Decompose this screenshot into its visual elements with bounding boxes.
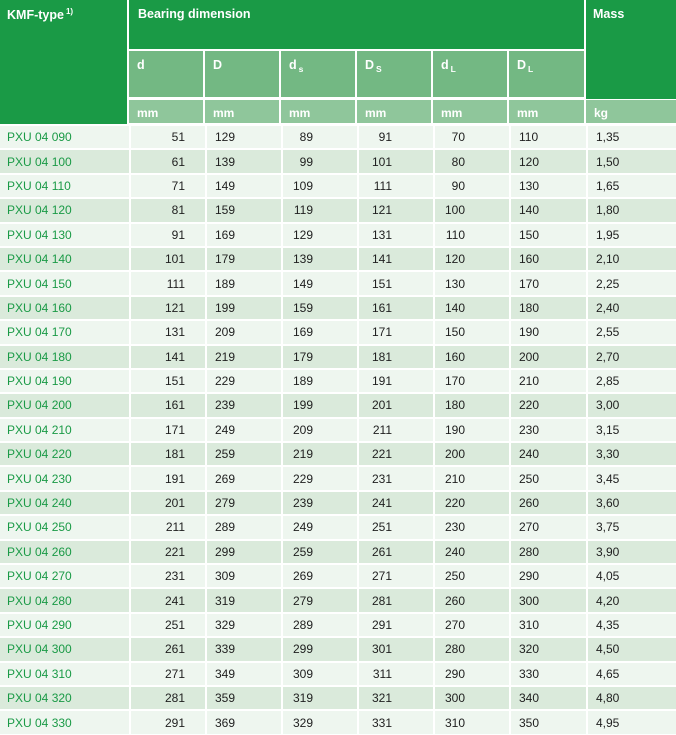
cell-D: 259 <box>205 441 281 465</box>
col-header-DS <box>357 51 431 97</box>
col-header-dL-base: d <box>441 58 449 72</box>
cell-DS: 281 <box>357 587 433 611</box>
header-kmf-type-footnote: 1) <box>65 7 74 16</box>
cell-type: PXU 04 170 <box>0 319 129 343</box>
cell-dL: 250 <box>433 563 509 587</box>
cell-type: PXU 04 120 <box>0 197 129 221</box>
cell-mass: 3,60 <box>586 490 676 514</box>
cell-ds: 159 <box>281 295 357 319</box>
cell-mass: 2,70 <box>586 344 676 368</box>
cell-DL: 220 <box>509 392 586 416</box>
cell-d: 61 <box>129 148 205 172</box>
col-header-DL <box>509 51 584 97</box>
cell-DS: 101 <box>357 148 433 172</box>
cell-ds: 219 <box>281 441 357 465</box>
cell-d: 91 <box>129 222 205 246</box>
cell-D: 159 <box>205 197 281 221</box>
cell-mass: 1,50 <box>586 148 676 172</box>
cell-DL: 160 <box>509 246 586 270</box>
table-row <box>0 222 676 246</box>
cell-DL: 230 <box>509 417 586 441</box>
cell-d: 111 <box>129 270 205 294</box>
cell-DL: 240 <box>509 441 586 465</box>
unit-d: mm <box>129 100 203 123</box>
cell-DL: 340 <box>509 685 586 709</box>
cell-DS: 161 <box>357 295 433 319</box>
cell-type: PXU 04 210 <box>0 417 129 441</box>
cell-mass: 3,15 <box>586 417 676 441</box>
table-row <box>0 465 676 489</box>
cell-D: 359 <box>205 685 281 709</box>
cell-ds: 319 <box>281 685 357 709</box>
cell-D: 349 <box>205 661 281 685</box>
cell-d: 101 <box>129 246 205 270</box>
cell-type: PXU 04 250 <box>0 514 129 538</box>
table-row <box>0 319 676 343</box>
cell-DS: 271 <box>357 563 433 587</box>
cell-d: 221 <box>129 539 205 563</box>
header-mass: Mass <box>586 0 676 99</box>
cell-DL: 130 <box>509 173 586 197</box>
col-header-DS-base: D <box>365 58 375 72</box>
cell-mass: 3,45 <box>586 465 676 489</box>
cell-type: PXU 04 150 <box>0 270 129 294</box>
cell-ds: 209 <box>281 417 357 441</box>
cell-d: 171 <box>129 417 205 441</box>
cell-d: 291 <box>129 709 205 733</box>
cell-dL: 140 <box>433 295 509 319</box>
table-row <box>0 295 676 319</box>
table-row <box>0 563 676 587</box>
cell-mass: 1,95 <box>586 222 676 246</box>
cell-mass: 3,00 <box>586 392 676 416</box>
cell-DS: 291 <box>357 612 433 636</box>
cell-D: 139 <box>205 148 281 172</box>
cell-dL: 90 <box>433 173 509 197</box>
cell-type: PXU 04 230 <box>0 465 129 489</box>
cell-D: 219 <box>205 344 281 368</box>
cell-D: 169 <box>205 222 281 246</box>
cell-type: PXU 04 160 <box>0 295 129 319</box>
cell-DL: 150 <box>509 222 586 246</box>
cell-mass: 4,65 <box>586 661 676 685</box>
cell-type: PXU 04 260 <box>0 539 129 563</box>
cell-type: PXU 04 140 <box>0 246 129 270</box>
cell-dL: 170 <box>433 368 509 392</box>
cell-D: 179 <box>205 246 281 270</box>
cell-type: PXU 04 290 <box>0 612 129 636</box>
table-row <box>0 539 676 563</box>
table-row <box>0 417 676 441</box>
cell-ds: 149 <box>281 270 357 294</box>
cell-DL: 200 <box>509 344 586 368</box>
unit-dL: mm <box>433 100 507 123</box>
col-header-DS-sub: S <box>376 64 382 74</box>
unit-D: mm <box>205 100 279 123</box>
cell-DL: 350 <box>509 709 586 733</box>
col-header-d <box>129 51 203 97</box>
cell-DS: 141 <box>357 246 433 270</box>
cell-ds: 259 <box>281 539 357 563</box>
cell-ds: 139 <box>281 246 357 270</box>
table-row <box>0 514 676 538</box>
cell-DS: 331 <box>357 709 433 733</box>
header-kmf-type <box>0 0 127 124</box>
cell-ds: 109 <box>281 173 357 197</box>
cell-D: 189 <box>205 270 281 294</box>
col-header-ds-sub: s <box>298 64 304 74</box>
cell-DL: 170 <box>509 270 586 294</box>
cell-dL: 230 <box>433 514 509 538</box>
unit-mass: kg <box>586 100 676 123</box>
cell-mass: 2,10 <box>586 246 676 270</box>
unit-DL: mm <box>509 100 584 123</box>
cell-D: 199 <box>205 295 281 319</box>
cell-d: 191 <box>129 465 205 489</box>
cell-DS: 231 <box>357 465 433 489</box>
cell-type: PXU 04 190 <box>0 368 129 392</box>
header-bearing-dimension: Bearing dimension <box>129 0 584 49</box>
cell-d: 81 <box>129 197 205 221</box>
cell-dL: 270 <box>433 612 509 636</box>
cell-ds: 129 <box>281 222 357 246</box>
cell-DL: 210 <box>509 368 586 392</box>
cell-d: 181 <box>129 441 205 465</box>
cell-mass: 4,35 <box>586 612 676 636</box>
cell-mass: 4,95 <box>586 709 676 733</box>
cell-ds: 289 <box>281 612 357 636</box>
cell-type: PXU 04 220 <box>0 441 129 465</box>
table-row <box>0 587 676 611</box>
cell-DL: 250 <box>509 465 586 489</box>
cell-D: 329 <box>205 612 281 636</box>
cell-D: 289 <box>205 514 281 538</box>
cell-type: PXU 04 320 <box>0 685 129 709</box>
cell-mass: 4,80 <box>586 685 676 709</box>
cell-DL: 190 <box>509 319 586 343</box>
cell-DS: 171 <box>357 319 433 343</box>
unit-DS: mm <box>357 100 431 123</box>
col-header-DL-base: D <box>517 58 527 72</box>
cell-dL: 120 <box>433 246 509 270</box>
cell-ds: 119 <box>281 197 357 221</box>
header-kmf-type-label: KMF-type <box>7 8 64 22</box>
cell-D: 339 <box>205 636 281 660</box>
table-row <box>0 246 676 270</box>
cell-DS: 131 <box>357 222 433 246</box>
cell-D: 229 <box>205 368 281 392</box>
cell-dL: 280 <box>433 636 509 660</box>
cell-ds: 99 <box>281 148 357 172</box>
table-row <box>0 368 676 392</box>
cell-ds: 169 <box>281 319 357 343</box>
table-row <box>0 148 676 172</box>
cell-ds: 189 <box>281 368 357 392</box>
cell-dL: 200 <box>433 441 509 465</box>
cell-dL: 290 <box>433 661 509 685</box>
cell-DS: 301 <box>357 636 433 660</box>
cell-DL: 270 <box>509 514 586 538</box>
table-row <box>0 270 676 294</box>
cell-DL: 110 <box>509 124 586 148</box>
table-row <box>0 124 676 148</box>
cell-DL: 260 <box>509 490 586 514</box>
cell-mass: 4,20 <box>586 587 676 611</box>
cell-D: 209 <box>205 319 281 343</box>
cell-dL: 80 <box>433 148 509 172</box>
cell-type: PXU 04 330 <box>0 709 129 733</box>
table-row <box>0 197 676 221</box>
cell-DS: 151 <box>357 270 433 294</box>
cell-dL: 180 <box>433 392 509 416</box>
cell-type: PXU 04 240 <box>0 490 129 514</box>
table-row <box>0 392 676 416</box>
cell-d: 151 <box>129 368 205 392</box>
table-row <box>0 709 676 733</box>
cell-ds: 229 <box>281 465 357 489</box>
unit-ds: mm <box>281 100 355 123</box>
table-row <box>0 173 676 197</box>
cell-DS: 201 <box>357 392 433 416</box>
cell-D: 249 <box>205 417 281 441</box>
cell-DL: 280 <box>509 539 586 563</box>
cell-d: 211 <box>129 514 205 538</box>
cell-DS: 221 <box>357 441 433 465</box>
cell-type: PXU 04 300 <box>0 636 129 660</box>
cell-dL: 210 <box>433 465 509 489</box>
cell-type: PXU 04 310 <box>0 661 129 685</box>
cell-mass: 2,25 <box>586 270 676 294</box>
table-row <box>0 441 676 465</box>
cell-D: 319 <box>205 587 281 611</box>
cell-ds: 179 <box>281 344 357 368</box>
cell-ds: 89 <box>281 124 357 148</box>
cell-DS: 321 <box>357 685 433 709</box>
cell-type: PXU 04 200 <box>0 392 129 416</box>
cell-mass: 3,30 <box>586 441 676 465</box>
cell-DS: 211 <box>357 417 433 441</box>
col-header-ds-base: d <box>289 58 297 72</box>
cell-DS: 91 <box>357 124 433 148</box>
cell-DL: 330 <box>509 661 586 685</box>
cell-dL: 110 <box>433 222 509 246</box>
cell-mass: 2,55 <box>586 319 676 343</box>
cell-mass: 1,35 <box>586 124 676 148</box>
cell-dL: 300 <box>433 685 509 709</box>
cell-d: 201 <box>129 490 205 514</box>
cell-DL: 120 <box>509 148 586 172</box>
cell-ds: 249 <box>281 514 357 538</box>
cell-DS: 111 <box>357 173 433 197</box>
cell-d: 231 <box>129 563 205 587</box>
cell-d: 131 <box>129 319 205 343</box>
cell-ds: 309 <box>281 661 357 685</box>
cell-dL: 240 <box>433 539 509 563</box>
cell-mass: 2,85 <box>586 368 676 392</box>
cell-d: 251 <box>129 612 205 636</box>
col-header-DL-sub: L <box>528 64 534 74</box>
cell-ds: 239 <box>281 490 357 514</box>
table-row <box>0 636 676 660</box>
cell-DS: 251 <box>357 514 433 538</box>
table-row <box>0 685 676 709</box>
cell-DS: 121 <box>357 197 433 221</box>
cell-mass: 3,90 <box>586 539 676 563</box>
cell-mass: 1,80 <box>586 197 676 221</box>
table-row <box>0 344 676 368</box>
cell-DS: 311 <box>357 661 433 685</box>
col-header-ds <box>281 51 355 97</box>
cell-d: 71 <box>129 173 205 197</box>
cell-d: 281 <box>129 685 205 709</box>
cell-DS: 261 <box>357 539 433 563</box>
cell-DL: 140 <box>509 197 586 221</box>
cell-type: PXU 04 100 <box>0 148 129 172</box>
cell-d: 271 <box>129 661 205 685</box>
cell-ds: 299 <box>281 636 357 660</box>
cell-mass: 3,75 <box>586 514 676 538</box>
cell-mass: 1,65 <box>586 173 676 197</box>
col-header-D <box>205 51 279 97</box>
cell-D: 299 <box>205 539 281 563</box>
cell-type: PXU 04 270 <box>0 563 129 587</box>
cell-dL: 220 <box>433 490 509 514</box>
cell-D: 279 <box>205 490 281 514</box>
cell-d: 141 <box>129 344 205 368</box>
cell-ds: 329 <box>281 709 357 733</box>
cell-type: PXU 04 280 <box>0 587 129 611</box>
cell-D: 309 <box>205 563 281 587</box>
cell-ds: 199 <box>281 392 357 416</box>
cell-ds: 279 <box>281 587 357 611</box>
cell-DL: 180 <box>509 295 586 319</box>
cell-ds: 269 <box>281 563 357 587</box>
col-header-d-base: d <box>137 58 145 72</box>
cell-d: 161 <box>129 392 205 416</box>
cell-dL: 100 <box>433 197 509 221</box>
col-header-dL <box>433 51 507 97</box>
cell-d: 261 <box>129 636 205 660</box>
table-row <box>0 612 676 636</box>
cell-d: 121 <box>129 295 205 319</box>
cell-d: 241 <box>129 587 205 611</box>
cell-type: PXU 04 090 <box>0 124 129 148</box>
cell-type: PXU 04 110 <box>0 173 129 197</box>
cell-DL: 310 <box>509 612 586 636</box>
cell-D: 129 <box>205 124 281 148</box>
cell-type: PXU 04 130 <box>0 222 129 246</box>
col-header-dL-sub: L <box>450 64 456 74</box>
cell-DS: 241 <box>357 490 433 514</box>
cell-dL: 190 <box>433 417 509 441</box>
table-row <box>0 661 676 685</box>
cell-D: 369 <box>205 709 281 733</box>
data-table <box>0 124 676 734</box>
cell-DL: 300 <box>509 587 586 611</box>
cell-dL: 70 <box>433 124 509 148</box>
cell-type: PXU 04 180 <box>0 344 129 368</box>
cell-dL: 150 <box>433 319 509 343</box>
cell-D: 239 <box>205 392 281 416</box>
col-header-D-base: D <box>213 58 223 72</box>
table-body <box>0 124 676 734</box>
cell-dL: 160 <box>433 344 509 368</box>
cell-DL: 290 <box>509 563 586 587</box>
cell-DL: 320 <box>509 636 586 660</box>
table-row <box>0 490 676 514</box>
cell-d: 51 <box>129 124 205 148</box>
cell-D: 149 <box>205 173 281 197</box>
cell-D: 269 <box>205 465 281 489</box>
cell-dL: 310 <box>433 709 509 733</box>
cell-dL: 260 <box>433 587 509 611</box>
cell-dL: 130 <box>433 270 509 294</box>
cell-DS: 181 <box>357 344 433 368</box>
cell-mass: 2,40 <box>586 295 676 319</box>
cell-mass: 4,05 <box>586 563 676 587</box>
cell-mass: 4,50 <box>586 636 676 660</box>
cell-DS: 191 <box>357 368 433 392</box>
